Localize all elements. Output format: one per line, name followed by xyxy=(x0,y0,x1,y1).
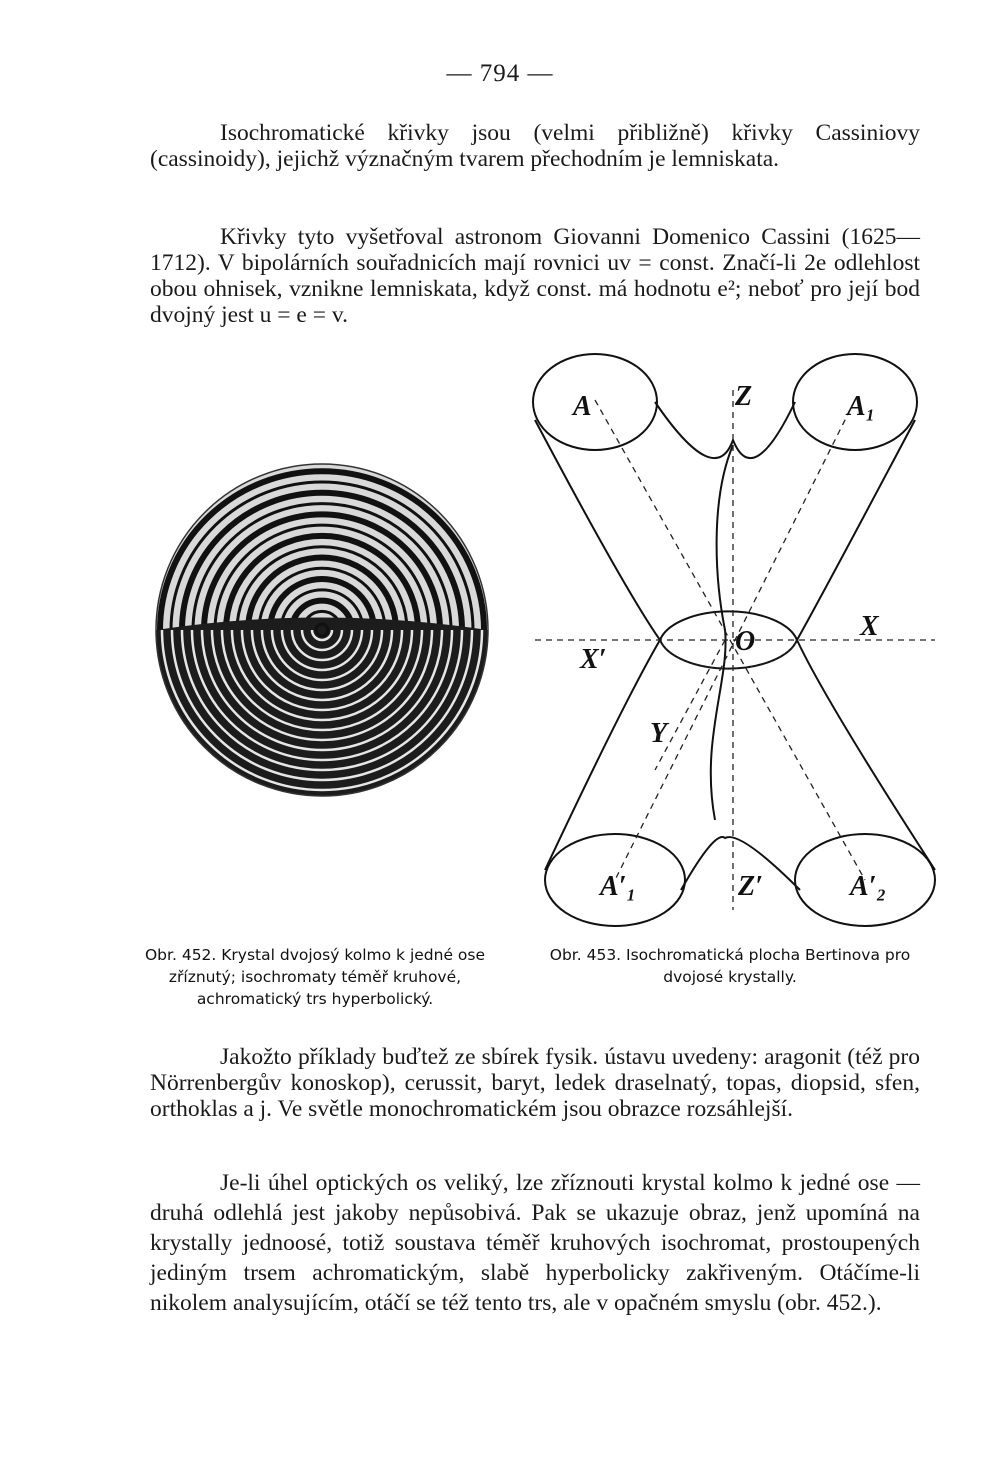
label-z: Z xyxy=(735,381,753,412)
right-hourglass-side xyxy=(797,420,935,870)
label-a1-top: A₁ xyxy=(847,391,876,422)
figure-453-diagram xyxy=(525,350,945,930)
top-left-ellipse xyxy=(533,354,657,450)
label-y: Y xyxy=(650,718,668,749)
label-x-prime: X′ xyxy=(580,644,607,675)
label-o: O xyxy=(735,626,756,657)
figure-452-photo xyxy=(140,450,505,810)
paragraph-cassini-intro: Isochromatické křivky jsou (velmi přibližně) křivky Cassiniovy (cassinoidy), jejichž význačným tvarem přechodním je lemniskata. xyxy=(150,120,920,172)
page-number: — 794 — xyxy=(446,60,554,87)
inner-curve xyxy=(711,445,733,820)
ring-pattern xyxy=(149,460,495,800)
label-a-top-left: A xyxy=(573,391,592,422)
label-a2-bottom: A′₂ xyxy=(850,871,887,902)
label-a1-bottom: A′₁ xyxy=(600,871,637,902)
top-saddle-curve xyxy=(655,402,795,458)
caption-figure-452: Obr. 452. Krystal dvojosý kolmo k jedné ose zříznutý; isochromaty téměř kruhové, achromatický trs hyperbolický. xyxy=(144,946,486,1008)
bertin-surface-diagram xyxy=(525,350,945,930)
caption-figure-453: Obr. 453. Isochromatická plocha Bertinova pro dvojosé krystally. xyxy=(549,946,911,986)
label-z-prime: Z′ xyxy=(738,871,763,902)
central-ellipse-dotted xyxy=(660,640,797,669)
label-x: X xyxy=(860,611,879,642)
isochromatic-rings-image xyxy=(140,450,505,810)
paragraph-optic-axes: Je-li úhel optických os veliký, lze zříznouti krystal kolmo k jedné ose — druhá odlehlá jest jakoby nepůsobivá. Pak se ukazuje obraz, jenž upomíná na krystally jednoosé, totiž soustava téměř kruhových isochromat, prostoupených jediným trsem achromatickým, slabě hyperbolicky zakřiveným. Otáčíme-li nikolem analysujícím, otáčí se též tento trs, ale v opačném smyslu (obr. 452.). xyxy=(150,1170,920,1316)
paragraph-cassini-history: Křivky tyto vyšetřoval astronom Giovanni Domenico Cassini (1625—1712). V bipolárních souřadnicích mají rovnici uv = const. Značí-li 2e odlehlost obou ohnisek, vznikne lemniskata, když const. má hodnotu e²; neboť pro její bod dvojný jest u = e = v. xyxy=(150,224,920,328)
paragraph-examples: Jakožto příklady buďtež ze sbírek fysik. ústavu uvedeny: aragonit (též pro Nörrenbergův konoskop), cerussit, baryt, ledek draselnatý, topas, diopsid, sfen, orthoklas a j. Ve světle monochromatickém jsou obrazce rozsáhlejší. xyxy=(150,1044,920,1122)
y-axis-line xyxy=(655,640,725,770)
